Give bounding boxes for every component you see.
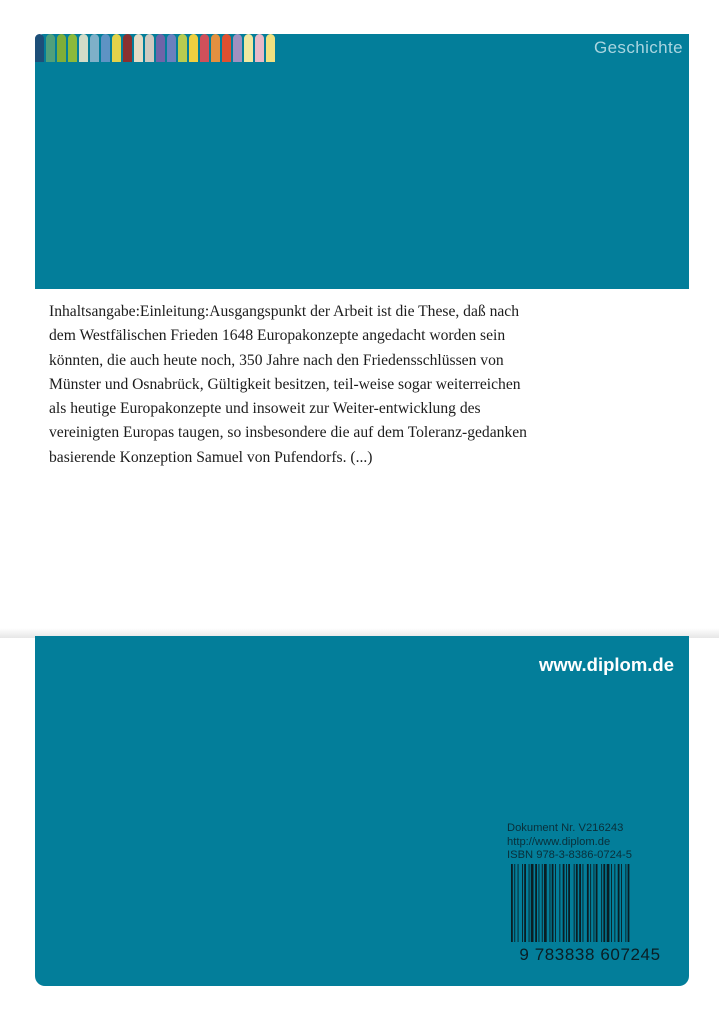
barcode-bar (518, 864, 519, 942)
barcode-bar (607, 864, 610, 942)
color-stripe (233, 34, 242, 62)
barcode-bar (544, 864, 547, 942)
color-stripe (90, 34, 99, 62)
barcode-bar (587, 864, 589, 942)
isbn-barcode (505, 864, 675, 964)
document-url[interactable]: http://www.diplom.de (507, 835, 611, 848)
color-stripe (222, 34, 231, 62)
barcode-bar (566, 864, 567, 942)
isbn: ISBN 978-3-8386-0724-5 (507, 849, 633, 861)
barcode-bar (594, 864, 595, 942)
barcode-bar (568, 864, 570, 942)
barcode-bar (603, 864, 605, 942)
color-stripe (266, 34, 275, 62)
barcode-bar (579, 864, 581, 942)
barcode-bar (529, 864, 530, 942)
barcode-bar (542, 864, 543, 942)
barcode-bar (628, 864, 630, 942)
color-stripe (79, 34, 88, 62)
barcode-bar (550, 864, 551, 942)
blurb-line: könnten, die auch heute noch, 350 Jahre nach den Friedensschlüssen von (49, 351, 504, 369)
color-stripe (68, 34, 77, 62)
barcode-bar (539, 864, 540, 942)
cover-bottom-panel (35, 636, 689, 986)
blurb-line: dem Westfälischen Frieden 1648 Europakonzepte angedacht worden sein (49, 327, 506, 345)
barcode-bar (563, 864, 565, 942)
color-stripe (145, 34, 154, 62)
blurb-line: basierende Konzeption Samuel von Pufendorfs. (...) (49, 448, 373, 466)
color-stripe (112, 34, 121, 62)
barcode-digits: 9 783838 607245 (519, 945, 661, 964)
barcode-bar (574, 864, 575, 942)
barcode-bar (524, 864, 526, 942)
barcode-bar (535, 864, 537, 942)
cover-top-panel (35, 34, 689, 289)
barcode-bar (596, 864, 598, 942)
barcode-bar (614, 864, 615, 942)
color-stripe (156, 34, 165, 62)
barcode-bar (618, 864, 620, 942)
color-stripe (101, 34, 110, 62)
color-stripe (178, 34, 187, 62)
color-stripe (134, 34, 143, 62)
document-number: Dokument Nr. V216243 (507, 822, 624, 834)
document-info (507, 822, 632, 863)
barcode-bar (576, 864, 578, 942)
blurb-line: vereinigten Europas taugen, so insbesondere die auf dem Toleranz-gedanken (49, 424, 527, 442)
barcode-bar (531, 864, 534, 942)
color-stripe-strip (35, 34, 277, 62)
barcode-bar (590, 864, 591, 942)
color-stripe (244, 34, 253, 62)
color-stripe (211, 34, 220, 62)
color-stripe (189, 34, 198, 62)
barcode-bar (511, 864, 513, 942)
barcode-bar (611, 864, 612, 942)
blurb-line: als heutige Europakonzepte und insoweit zur Weiter-entwicklung des (49, 400, 481, 418)
barcode-bar (601, 864, 602, 942)
color-stripe (35, 34, 44, 62)
color-stripe (200, 34, 209, 62)
barcode-bar (522, 864, 523, 942)
barcode-bar (625, 864, 626, 942)
blurb-line: Münster und Osnabrück, Gültigkeit besitzen, teil-weise sogar weiterreichen (49, 375, 521, 393)
barcode-bar (559, 864, 560, 942)
color-stripe (167, 34, 176, 62)
barcode-bar (583, 864, 584, 942)
color-stripe (57, 34, 66, 62)
publisher-website[interactable]: www.diplom.de (539, 654, 674, 675)
category-label: Geschichte (593, 38, 683, 57)
color-stripe (255, 34, 264, 62)
barcode-bar (621, 864, 622, 942)
barcode-bar (552, 864, 554, 942)
color-stripe (46, 34, 55, 62)
barcode-bar (555, 864, 556, 942)
barcode-bar (514, 864, 515, 942)
color-stripe (123, 34, 132, 62)
book-blurb (49, 300, 589, 470)
blurb-line: Inhaltsangabe:Einleitung:Ausgangspunkt der Arbeit ist die These, daß nach (49, 303, 520, 320)
